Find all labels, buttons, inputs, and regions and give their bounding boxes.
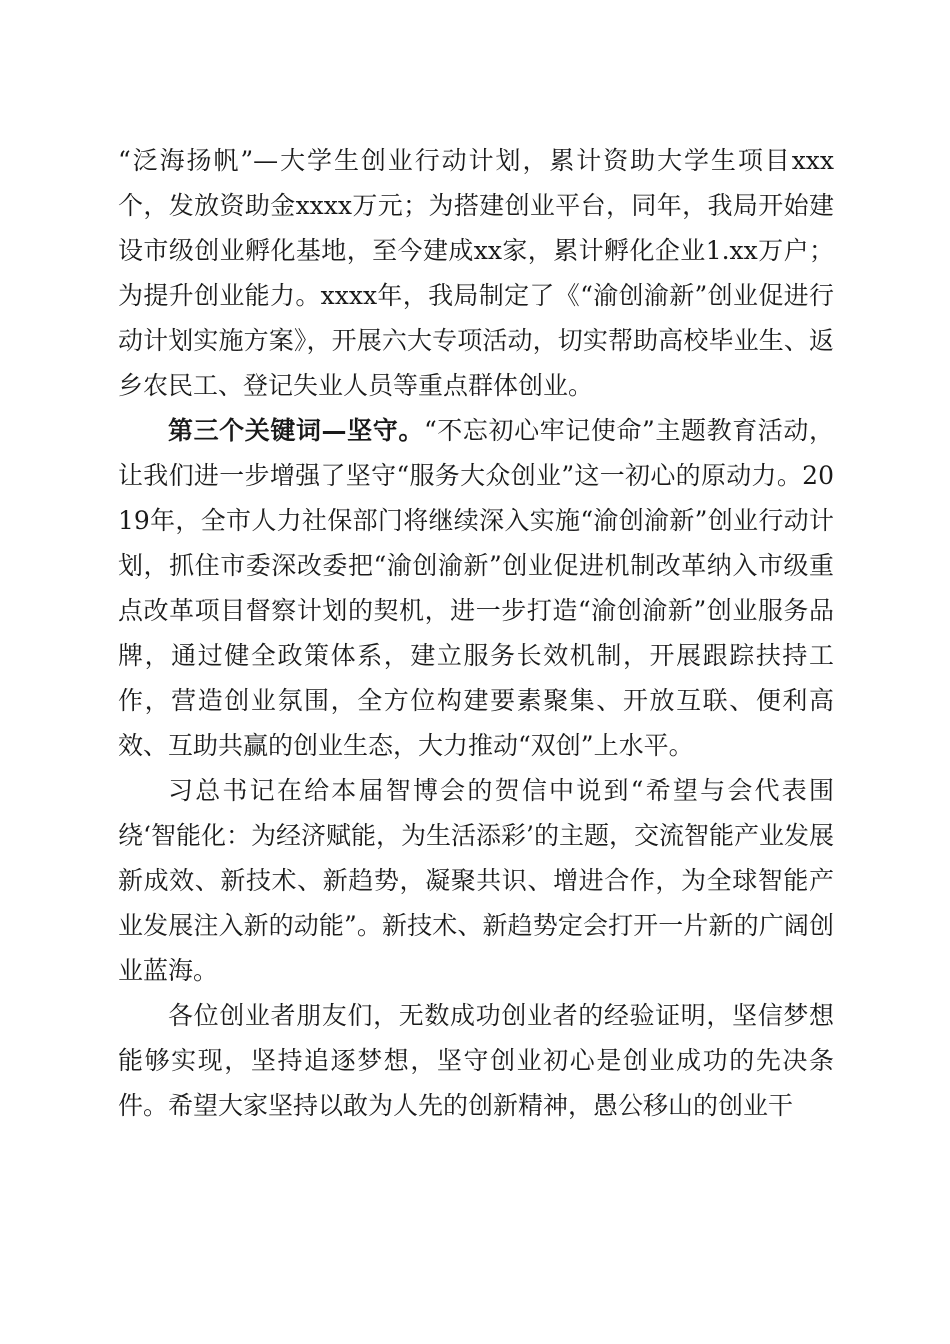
keyword-heading: 第三个关键词—坚守。 [168, 416, 424, 445]
paragraph-4-text: 各位创业者朋友们，无数成功创业者的经验证明，坚信梦想能够实现，坚持追逐梦想，坚守创业初心是创业成功的先决条件。希望大家坚持以敢为人先的创新精神，愚公移山的创业干 [118, 1001, 834, 1120]
paragraph-3-text: 习总书记在给本届智博会的贺信中说到“希望与会代表围绕‘智能化：为经济赋能，为生活添彩’的主题，交流智能产业发展新成效、新技术、新趋势，凝聚共识、增进合作，为全球智能产业发展注入新的动能”。新技术、新趋势定会打开一片新的广阔创业蓝海。 [118, 776, 834, 985]
paragraph-4 [118, 993, 834, 1128]
paragraph-3 [118, 768, 834, 993]
paragraph-2-text: “不忘初心牢记使命”主题教育活动，让我们进一步增强了坚守“服务大众创业”这一初心的原动力。2019年，全市人力社保部门将继续深入实施“渝创渝新”创业行动计划，抓住市委深改委把“渝创渝新”创业促进机制改革纳入市级重点改革项目督察计划的契机，进一步打造“渝创渝新”创业服务品牌，通过健全政策体系，建立服务长效机制，开展跟踪扶持工作，营造创业氛围，全方位构建要素聚集、开放互联、便利高效、互助共赢的创业生态，大力推动“双创”上水平。 [118, 416, 834, 760]
document-page [118, 138, 834, 1128]
paragraph-2 [118, 408, 834, 768]
paragraph-1-text: “泛海扬帆”—大学生创业行动计划，累计资助大学生项目xxx个，发放资助金xxxx万元；为搭建创业平台，同年，我局开始建设市级创业孵化基地，至今建成xx家，累计孵化企业1.xx万户；为提升创业能力。xxxx年，我局制定了《“渝创渝新”创业促进行动计划实施方案》，开展六大专项活动，切实帮助高校毕业生、返乡农民工、登记失业人员等重点群体创业。 [118, 146, 834, 400]
paragraph-1 [118, 138, 834, 408]
